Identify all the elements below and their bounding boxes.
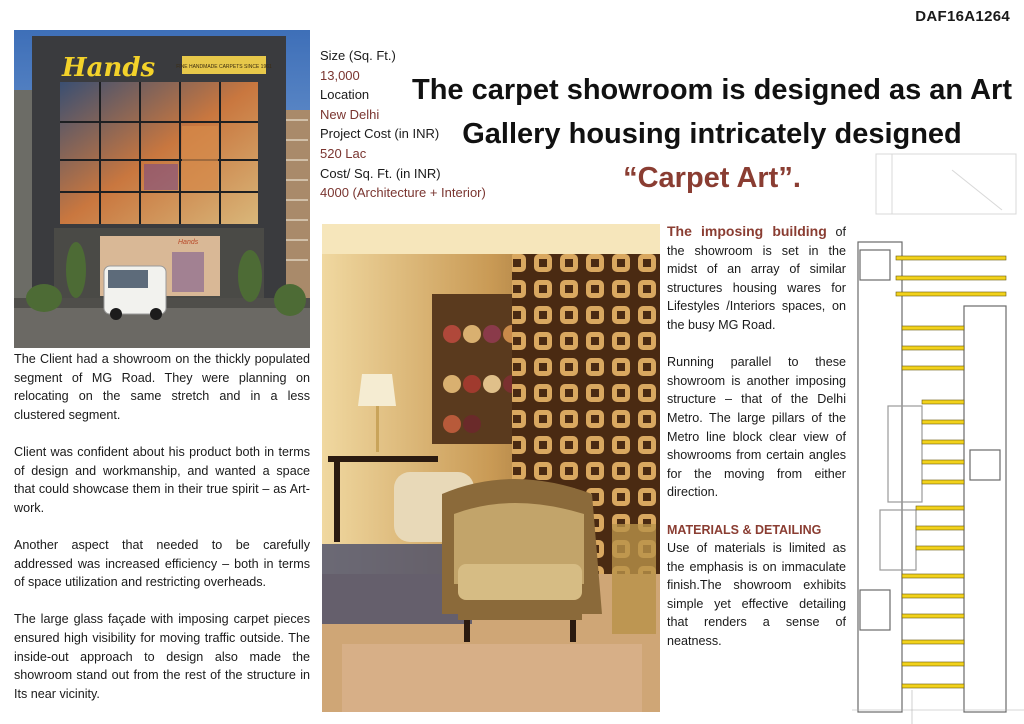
size-label: Size (Sq. Ft.) — [320, 48, 396, 63]
building-paragraph — [667, 222, 846, 335]
plan-yellow-beams — [896, 256, 1006, 688]
headline-line-1: The carpet showroom is designed as an Art — [411, 74, 1012, 106]
size-value: 13,000 — [320, 67, 360, 83]
materials-text: Use of materials is limited as the emphasis is on immaculate finish.The showroom exhibits simple yet effective detailing that renders a sense of neatness. — [667, 541, 846, 649]
facade-photo — [14, 30, 310, 348]
left-description — [14, 350, 310, 722]
interior-photo — [322, 224, 660, 712]
location-value: New Delhi — [320, 106, 380, 122]
building-lead: The imposing building — [667, 223, 827, 239]
product-paragraph: Client was confident about his product both in terms of design and workmanship, and wanted a space that could showcase them in their true spirit – as Art-work. — [14, 444, 310, 515]
facade-paragraph: The large glass façade with imposing carpet pieces ensured high visibility for moving traffic outside. The inside-out approach to design also made the showroom stand out from the rest of the structure in Its near vicinity. — [14, 612, 310, 701]
efficiency-paragraph: Another aspect that needed to be carefully addressed was increased efficiency – both in terms of space utilization and restricting overheads. — [14, 537, 310, 590]
svg-text:FINE HANDMADE CARPETS SINCE 19: FINE HANDMADE CARPETS SINCE 1961 — [176, 64, 272, 70]
headline-line-3: “Carpet Art”. — [623, 162, 801, 194]
cost-value: 520 Lac — [320, 145, 367, 161]
rate-value: 4000 (Architecture + Interior) — [320, 185, 486, 201]
building-rest: of the showroom is set in the midst of an array of similar structures housing wares for Lifestyles /Interiors spaces, on the busy MG Road. — [667, 225, 846, 332]
headline-line-2: Gallery housing intricately designed — [462, 118, 962, 150]
svg-text:Hands: Hands — [62, 53, 156, 83]
location-label: Location — [320, 87, 370, 103]
right-description — [667, 222, 846, 669]
materials-heading: MATERIALS & DETAILING — [667, 522, 822, 537]
sheet-code: DAF16A1264 — [915, 8, 1010, 25]
materials-paragraph — [667, 521, 846, 651]
client-paragraph: The Client had a showroom on the thickly populated segment of MG Road. They were planning on relocating on the same stretch and in a less clustered segment. — [14, 352, 310, 422]
rate-label: Cost/ Sq. Ft. (in INR) — [320, 165, 441, 181]
cost-label: Project Cost (in INR) — [320, 126, 440, 142]
svg-text:Hands: Hands — [178, 239, 199, 246]
floor-plan-drawing — [852, 150, 1024, 724]
metro-paragraph: Running parallel to these showroom is another imposing structure – that of the Delhi Metro. The large pillars of the Metro line block clear view of showrooms from certain angles for the moving from either direction. — [667, 355, 846, 500]
